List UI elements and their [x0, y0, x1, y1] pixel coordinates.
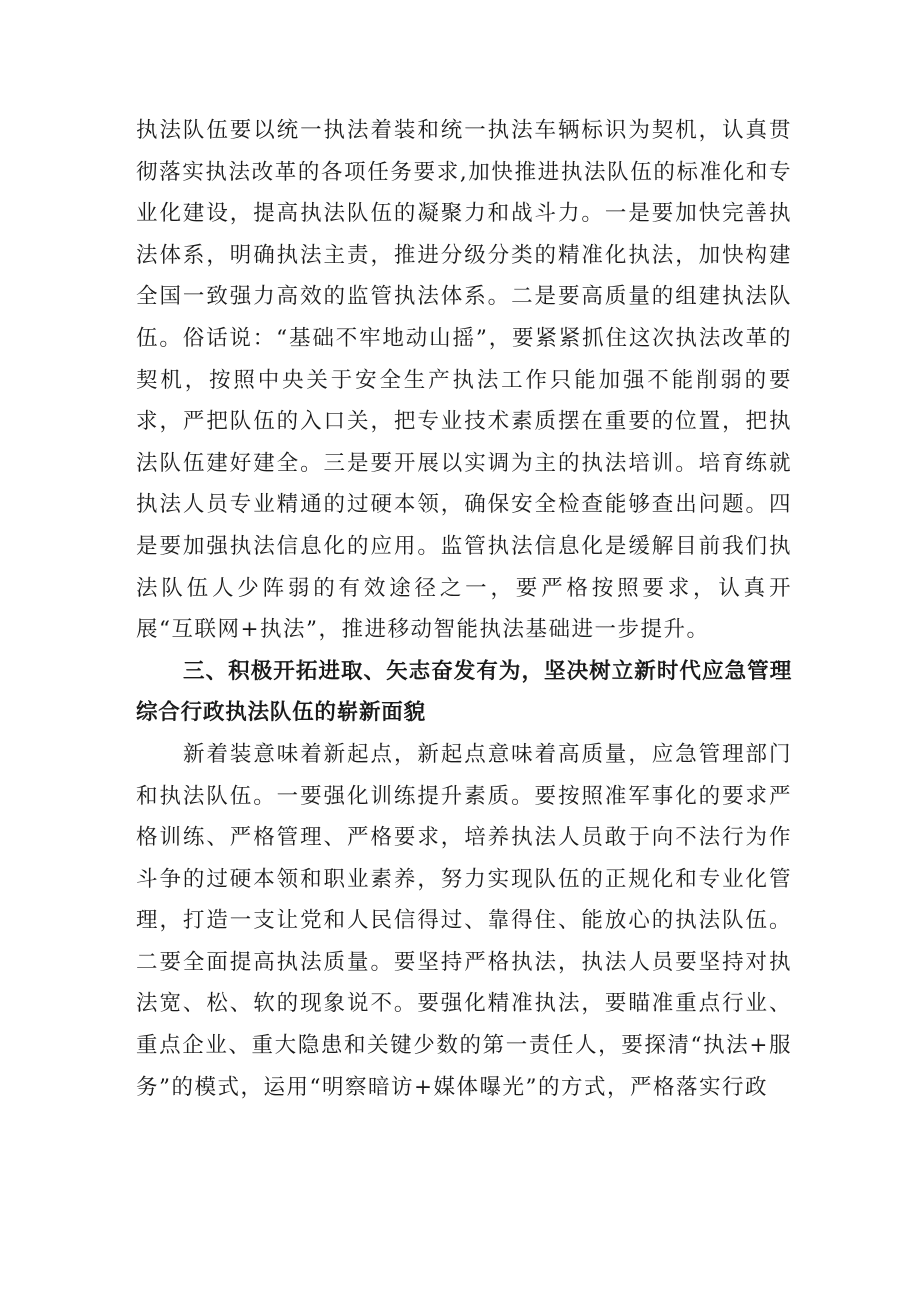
section-heading: 三、积极开拓进取、矢志奋发有为，坚决树立新时代应急管理综合行政执法队伍的崭新面貌 — [136, 658, 792, 726]
body-paragraph-2: 新着装意味着新起点，新起点意味着高质量，应急管理部门和执法队伍。一要强化训练提升素质。要按照准军事化的要求严格训练、严格管理、严格要求，培养执法人员敢于向不法行为作斗争的过硬本领和职业素养，努力实现队伍的正规化和专业化管理，打造一支让党和人民信得过、靠得住、能放心的执法队伍。二要全面提高执法质量。要坚持严格执法，执法人员要坚持对执法宽、松、软的现象说不。要强化精准执法，要瞄准重点行业、重点企业、重大隐患和关键少数的第一责任人，要探清“执法+服务”的模式，运用“明察暗访+媒体曝光”的方式，严格落实行政 — [136, 741, 792, 1100]
document-page — [136, 110, 792, 1108]
body-paragraph-1: 执法队伍要以统一执法着装和统一执法车辆标识为契机，认真贯彻落实执法改革的各项任务要求,加快推进执法队伍的标准化和专业化建设，提高执法队伍的凝聚力和战斗力。一是要加快完善执法体系，明确执法主责，推进分级分类的精准化执法，加快构建全国一致强力高效的监管执法体系。二是要高质量的组建执法队伍。俗话说：“基础不牢地动山摇”，要紧紧抓住这次执法改革的契机，按照中央关于安全生产执法工作只能加强不能削弱的要求，严把队伍的入口关，把专业技术素质摆在重要的位置，把执法队伍建好建全。三是要开展以实调为主的执法培训。培育练就执法人员专业精通的过硬本领，确保安全检查能够查出问题。四是要加强执法信息化的应用。监管执法信息化是缓解目前我们执法队伍人少阵弱的有效途径之一，要严格按照要求，认真开展“互联网+执法”，推进移动智能执法基础进一步提升。 — [136, 118, 792, 643]
